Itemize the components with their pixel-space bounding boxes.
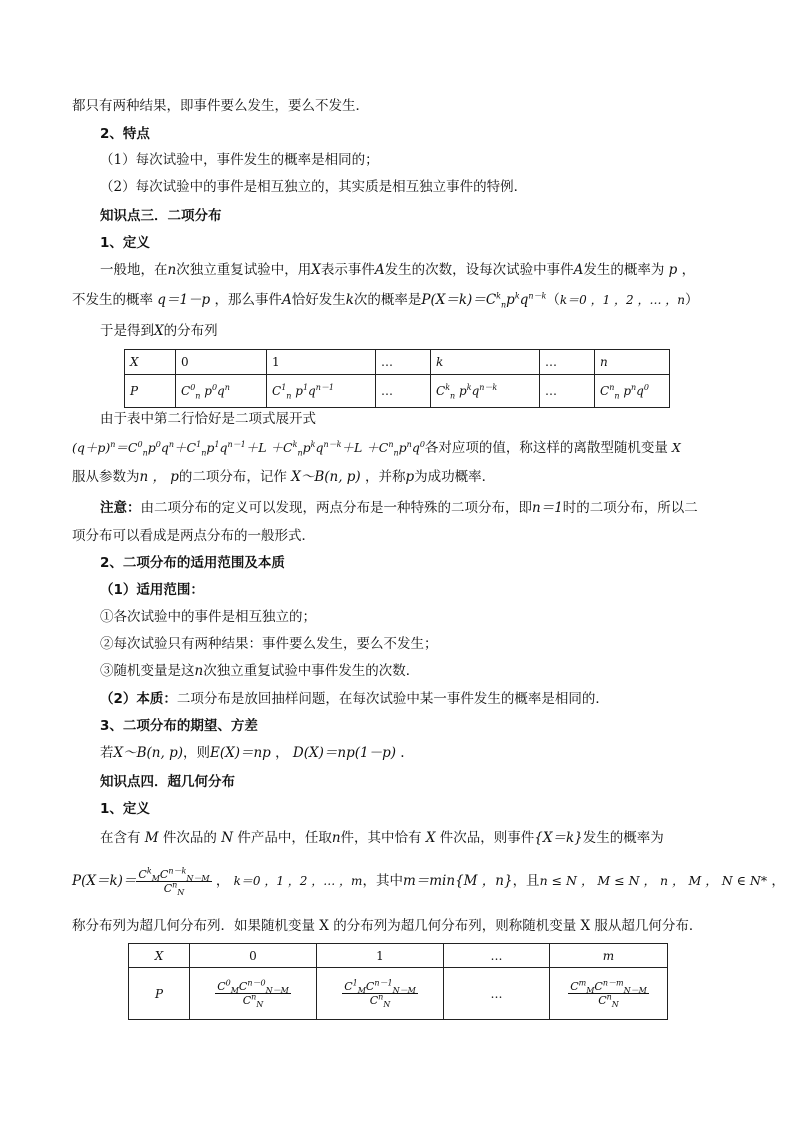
hypergeometric-distribution-table bbox=[128, 943, 668, 1020]
table-header-cell: … bbox=[444, 944, 550, 968]
table-header-cell: 1 bbox=[317, 944, 444, 968]
paragraph-line: 服从参数为n ， p的二项分布，记作 X～B(n, p) ，并称p为成功概率． bbox=[72, 469, 496, 485]
table-cell: $C^0_n$ $p^0q^n$ bbox=[176, 375, 267, 408]
paragraph-line: 称分布列为超几何分布列．如果随机变量 X 的分布列为超几何分布列，则称随机变量 X 服从超几何分布． bbox=[72, 918, 703, 934]
binomial-distribution-table bbox=[124, 349, 670, 408]
table-header-cell: 0 bbox=[190, 944, 317, 968]
paragraph-line: （2）每次试验中的事件是相互独立的，其实质是相互独立事件的特例． bbox=[100, 179, 528, 195]
paragraph-line: P(X＝k)＝ $\frac{C^k_MC^{n-k}_{N-M}}{C^n_N}$ ， k＝0 ，1 ，2 ，… ，m，其中m＝min{M ，n}，且n ≤ N ， M ≤ N ， n ， M ， N ∈ N* ， bbox=[72, 866, 785, 898]
table-cell: $\frac{C^0_MC^{n-0}_{N-M}}{C^n_N}$ bbox=[190, 968, 317, 1020]
table-header-cell: X bbox=[129, 944, 190, 968]
subsection-heading: （1）适用范围： bbox=[100, 582, 204, 598]
paragraph-line: ①各次试验中的事件是相互独立的； bbox=[100, 609, 316, 625]
table-header-cell: 0 bbox=[176, 350, 267, 375]
table-row-label: P bbox=[125, 375, 176, 408]
table-cell: $C^1_n$ $p^1q^{n-1}$ bbox=[267, 375, 376, 408]
note-label: 注意： bbox=[100, 500, 141, 516]
section-heading: 2、特点 bbox=[100, 126, 150, 142]
paragraph-line: 注意：由二项分布的定义可以发现，两点分布是一种特殊的二项分布，即n＝1时的二项分布，所以二 bbox=[100, 500, 698, 516]
paragraph-line: （2）本质：二项分布是放回抽样问题，在每次试验中某一事件发生的概率是相同的． bbox=[100, 691, 609, 707]
paragraph-line: 由于表中第二行恰好是二项式展开式 bbox=[100, 411, 316, 427]
paragraph-line: （1）每次试验中，事件发生的概率是相同的； bbox=[100, 152, 379, 168]
table-header-cell: 1 bbox=[267, 350, 376, 375]
knowledge-heading: 知识点四．超几何分布 bbox=[100, 774, 235, 790]
table-header-cell: … bbox=[540, 350, 595, 375]
paragraph-line: 一般地，在n次独立重复试验中，用X表示事件A发生的次数，设每次试验中事件A发生的概率为 p ， bbox=[100, 262, 696, 278]
table-row-label: P bbox=[129, 968, 190, 1020]
paragraph-line: 在含有 M 件次品的 N 件产品中，任取n件，其中恰有 X 件次品，则事件{X＝k}发生的概率为 bbox=[100, 830, 664, 846]
table-header-cell: … bbox=[376, 350, 431, 375]
paragraph-line: ③随机变量是这n次独立重复试验中事件发生的次数． bbox=[100, 663, 420, 679]
hyper-fraction: $\frac{C^k_MC^{n-k}_{N-M}}{C^n_N}$ bbox=[138, 866, 210, 898]
table-cell: $\frac{C^m_MC^{n-m}_{N-M}}{C^n_N}$ bbox=[550, 968, 668, 1020]
table-cell: … bbox=[376, 375, 431, 408]
table-header-cell: k bbox=[431, 350, 540, 375]
section-heading: 1、定义 bbox=[100, 235, 150, 251]
table-header-cell: n bbox=[595, 350, 670, 375]
paragraph-line: ②每次试验只有两种结果：事件要么发生，要么不发生； bbox=[100, 636, 438, 652]
paragraph-line: 若X～B(n, p)，则E(X)＝np ， D(X)＝np(1－p) . bbox=[100, 745, 405, 761]
table-cell: $\frac{C^1_MC^{n-1}_{N-M}}{C^n_N}$ bbox=[317, 968, 444, 1020]
section-heading: 1、定义 bbox=[100, 801, 150, 817]
section-heading: 2、二项分布的适用范围及本质 bbox=[100, 555, 285, 571]
section-heading: 3、二项分布的期望、方差 bbox=[100, 718, 258, 734]
table-cell: … bbox=[540, 375, 595, 408]
table-cell: $C^n_n$ $p^nq^0$ bbox=[595, 375, 670, 408]
paragraph-line: 项分布可以看成是两点分布的一般形式． bbox=[72, 528, 315, 544]
table-cell: $C^k_n$ $p^kq^{n-k}$ bbox=[431, 375, 540, 408]
knowledge-heading: 知识点三．二项分布 bbox=[100, 208, 222, 224]
paragraph-line: $(q+p)^n=C^0_np^0q^n+C^1_np^1q^{n-1}+L +C^k_np^kq^{n-k}+L +C^n_np^nq^0$各对应项的值，称这样的离散型随机变量 X bbox=[72, 439, 681, 458]
paragraph-line: 不发生的概率 q＝1－p ，那么事件A恰好发生k次的概率是$P(X=k)=C^k_np^kq^{n-k}(k=0$ ，1 ，2 ，… ，n） bbox=[72, 291, 699, 310]
table-header-cell: X bbox=[125, 350, 176, 375]
table-header-cell: m bbox=[550, 944, 668, 968]
table-cell: … bbox=[444, 968, 550, 1020]
paragraph-line: 于是得到X的分布列 bbox=[100, 323, 218, 339]
paragraph-line: 都只有两种结果，即事件要么发生，要么不发生． bbox=[72, 98, 369, 114]
